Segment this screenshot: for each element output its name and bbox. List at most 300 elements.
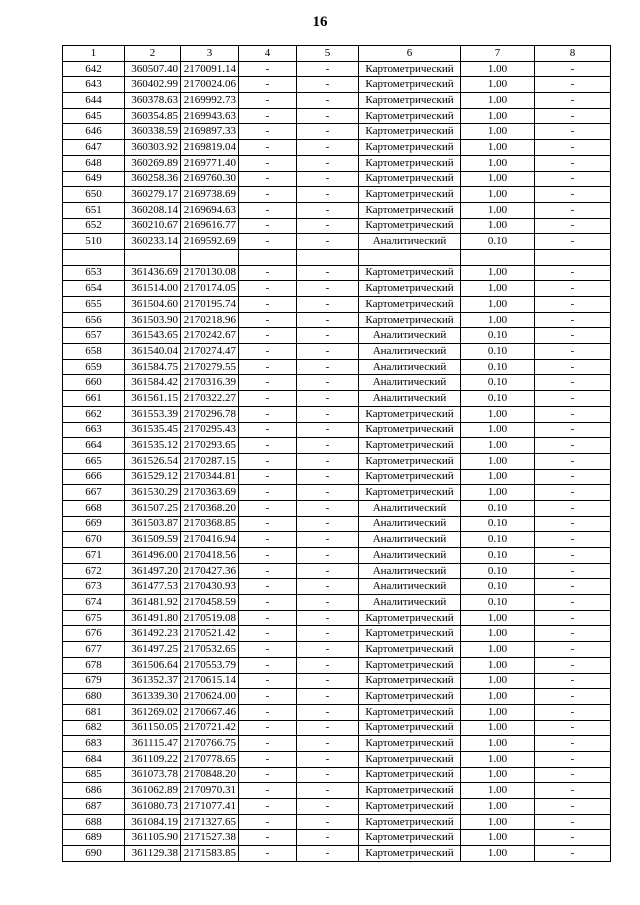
table-row — [63, 297, 611, 313]
x-coordinate-cell: 360354.85 — [125, 108, 181, 124]
method-cell — [359, 249, 461, 265]
method-cell: Картометрический — [359, 124, 461, 140]
y-coordinate-cell: 2170427.36 — [181, 563, 239, 579]
accuracy-cell: 1.00 — [461, 830, 535, 846]
point-number-cell: 678 — [63, 657, 125, 673]
col8-cell: - — [535, 359, 611, 375]
y-coordinate-cell: 2170024.06 — [181, 77, 239, 93]
table-row — [63, 657, 611, 673]
accuracy-cell: 1.00 — [461, 485, 535, 501]
table-row — [63, 453, 611, 469]
point-number-cell: 682 — [63, 720, 125, 736]
column-header: 1 — [63, 46, 125, 62]
col4-cell: - — [239, 202, 297, 218]
table-row — [63, 438, 611, 454]
method-cell: Аналитический — [359, 328, 461, 344]
col4-cell: - — [239, 704, 297, 720]
method-cell: Аналитический — [359, 548, 461, 564]
col5-cell: - — [297, 532, 359, 548]
col8-cell: - — [535, 218, 611, 234]
col5-cell: - — [297, 704, 359, 720]
table-row — [63, 312, 611, 328]
y-coordinate-cell: 2171527.38 — [181, 830, 239, 846]
x-coordinate-cell: 361062.89 — [125, 783, 181, 799]
x-coordinate-cell: 361129.38 — [125, 846, 181, 862]
table-row — [63, 187, 611, 203]
x-coordinate-cell: 361497.20 — [125, 563, 181, 579]
col4-cell: - — [239, 375, 297, 391]
x-coordinate-cell: 360338.59 — [125, 124, 181, 140]
point-number-cell: 687 — [63, 799, 125, 815]
point-number-cell: 656 — [63, 312, 125, 328]
col8-cell: - — [535, 171, 611, 187]
point-number-cell: 662 — [63, 406, 125, 422]
point-number-cell: 680 — [63, 689, 125, 705]
point-number-cell: 658 — [63, 344, 125, 360]
point-number-cell: 646 — [63, 124, 125, 140]
point-number-cell: 690 — [63, 846, 125, 862]
col4-cell: - — [239, 799, 297, 815]
table-row — [63, 406, 611, 422]
col4-cell: - — [239, 187, 297, 203]
table-row — [63, 751, 611, 767]
x-coordinate-cell: 361339.30 — [125, 689, 181, 705]
x-coordinate-cell: 361436.69 — [125, 265, 181, 281]
y-coordinate-cell: 2170274.47 — [181, 344, 239, 360]
method-cell: Картометрический — [359, 187, 461, 203]
y-coordinate-cell: 2169771.40 — [181, 155, 239, 171]
method-cell: Картометрический — [359, 610, 461, 626]
table-row — [63, 77, 611, 93]
x-coordinate-cell: 361492.23 — [125, 626, 181, 642]
accuracy-cell: 1.00 — [461, 751, 535, 767]
method-cell: Картометрический — [359, 281, 461, 297]
point-number-cell: 689 — [63, 830, 125, 846]
accuracy-cell: 0.10 — [461, 359, 535, 375]
y-coordinate-cell: 2170553.79 — [181, 657, 239, 673]
x-coordinate-cell: 361269.02 — [125, 704, 181, 720]
method-cell: Аналитический — [359, 516, 461, 532]
col4-cell: - — [239, 626, 297, 642]
col5-cell: - — [297, 485, 359, 501]
y-coordinate-cell: 2170368.20 — [181, 500, 239, 516]
method-cell: Картометрический — [359, 218, 461, 234]
x-coordinate-cell: 360378.63 — [125, 93, 181, 109]
accuracy-cell: 1.00 — [461, 140, 535, 156]
method-cell: Аналитический — [359, 579, 461, 595]
col8-cell: - — [535, 453, 611, 469]
table-row — [63, 548, 611, 564]
col5-cell: - — [297, 93, 359, 109]
accuracy-cell: 1.00 — [461, 846, 535, 862]
x-coordinate-cell: 361584.75 — [125, 359, 181, 375]
col8-cell: - — [535, 265, 611, 281]
method-cell: Картометрический — [359, 814, 461, 830]
accuracy-cell: 1.00 — [461, 720, 535, 736]
y-coordinate-cell: 2170296.78 — [181, 406, 239, 422]
col4-cell: - — [239, 500, 297, 516]
x-coordinate-cell: 361530.29 — [125, 485, 181, 501]
col5-cell: - — [297, 563, 359, 579]
col5-cell: - — [297, 234, 359, 250]
table-row — [63, 642, 611, 658]
x-coordinate-cell: 361526.54 — [125, 453, 181, 469]
col8-cell: - — [535, 155, 611, 171]
col8-cell: - — [535, 438, 611, 454]
point-number-cell: 668 — [63, 500, 125, 516]
table-row — [63, 516, 611, 532]
x-coordinate-cell: 361503.90 — [125, 312, 181, 328]
table-row — [63, 265, 611, 281]
table-row — [63, 736, 611, 752]
col4-cell: - — [239, 344, 297, 360]
col5-cell: - — [297, 736, 359, 752]
col4-cell: - — [239, 642, 297, 658]
method-cell: Картометрический — [359, 297, 461, 313]
x-coordinate-cell: 361491.80 — [125, 610, 181, 626]
x-coordinate-cell: 361561.15 — [125, 391, 181, 407]
page-number: 16 — [312, 14, 328, 30]
y-coordinate-cell: 2170242.67 — [181, 328, 239, 344]
x-coordinate-cell: 361080.73 — [125, 799, 181, 815]
y-coordinate-cell: 2170721.42 — [181, 720, 239, 736]
method-cell: Картометрический — [359, 485, 461, 501]
table-row — [63, 673, 611, 689]
y-coordinate-cell: 2170766.75 — [181, 736, 239, 752]
col5-cell: - — [297, 312, 359, 328]
col5-cell: - — [297, 187, 359, 203]
y-coordinate-cell: 2170416.94 — [181, 532, 239, 548]
col5-cell: - — [297, 422, 359, 438]
col4-cell: - — [239, 532, 297, 548]
col5-cell: - — [297, 720, 359, 736]
x-coordinate-cell — [125, 249, 181, 265]
point-number-cell: 663 — [63, 422, 125, 438]
accuracy-cell: 0.10 — [461, 344, 535, 360]
accuracy-cell: 1.00 — [461, 265, 535, 281]
col8-cell: - — [535, 422, 611, 438]
accuracy-cell: 1.00 — [461, 438, 535, 454]
x-coordinate-cell: 361506.64 — [125, 657, 181, 673]
y-coordinate-cell: 2169616.77 — [181, 218, 239, 234]
col4-cell: - — [239, 218, 297, 234]
y-coordinate-cell: 2170322.27 — [181, 391, 239, 407]
point-number-cell: 642 — [63, 61, 125, 77]
y-coordinate-cell: 2170418.56 — [181, 548, 239, 564]
table-header — [63, 46, 611, 62]
table-row — [63, 218, 611, 234]
table-row — [63, 171, 611, 187]
x-coordinate-cell: 361504.60 — [125, 297, 181, 313]
y-coordinate-cell: 2170316.39 — [181, 375, 239, 391]
col4-cell: - — [239, 391, 297, 407]
accuracy-cell: 1.00 — [461, 673, 535, 689]
method-cell: Картометрический — [359, 626, 461, 642]
accuracy-cell: 1.00 — [461, 736, 535, 752]
accuracy-cell: 1.00 — [461, 422, 535, 438]
col5-cell: - — [297, 595, 359, 611]
col4-cell: - — [239, 673, 297, 689]
col8-cell: - — [535, 485, 611, 501]
table-row — [63, 830, 611, 846]
col8-cell: - — [535, 610, 611, 626]
x-coordinate-cell: 360233.14 — [125, 234, 181, 250]
method-cell: Картометрический — [359, 202, 461, 218]
table-row — [63, 359, 611, 375]
method-cell: Картометрический — [359, 673, 461, 689]
y-coordinate-cell: 2169760.30 — [181, 171, 239, 187]
accuracy-cell: 0.10 — [461, 563, 535, 579]
x-coordinate-cell: 360269.89 — [125, 155, 181, 171]
col8-cell: - — [535, 328, 611, 344]
col8-cell: - — [535, 500, 611, 516]
col5-cell: - — [297, 359, 359, 375]
method-cell: Картометрический — [359, 140, 461, 156]
y-coordinate-cell: 2170532.65 — [181, 642, 239, 658]
method-cell: Картометрический — [359, 704, 461, 720]
col8-cell: - — [535, 516, 611, 532]
accuracy-cell: 1.00 — [461, 61, 535, 77]
method-cell: Картометрический — [359, 783, 461, 799]
col8-cell: - — [535, 830, 611, 846]
col4-cell: - — [239, 830, 297, 846]
point-number-cell: 671 — [63, 548, 125, 564]
col5-cell: - — [297, 846, 359, 862]
accuracy-cell — [461, 249, 535, 265]
accuracy-cell: 1.00 — [461, 93, 535, 109]
x-coordinate-cell: 361584.42 — [125, 375, 181, 391]
y-coordinate-cell: 2169592.69 — [181, 234, 239, 250]
table-row — [63, 155, 611, 171]
col5-cell: - — [297, 391, 359, 407]
y-coordinate-cell: 2170624.00 — [181, 689, 239, 705]
table-row — [63, 61, 611, 77]
col8-cell: - — [535, 563, 611, 579]
accuracy-cell: 0.10 — [461, 548, 535, 564]
x-coordinate-cell: 361543.65 — [125, 328, 181, 344]
y-coordinate-cell: 2170848.20 — [181, 767, 239, 783]
col5-cell: - — [297, 218, 359, 234]
x-coordinate-cell: 361109.22 — [125, 751, 181, 767]
method-cell: Картометрический — [359, 438, 461, 454]
x-coordinate-cell: 361535.45 — [125, 422, 181, 438]
col5-cell: - — [297, 689, 359, 705]
point-number-cell: 688 — [63, 814, 125, 830]
y-coordinate-cell: 2170279.55 — [181, 359, 239, 375]
point-number-cell: 661 — [63, 391, 125, 407]
y-coordinate-cell: 2170430.93 — [181, 579, 239, 595]
y-coordinate-cell: 2170615.14 — [181, 673, 239, 689]
method-cell: Аналитический — [359, 391, 461, 407]
method-cell: Аналитический — [359, 234, 461, 250]
y-coordinate-cell: 2170368.85 — [181, 516, 239, 532]
col4-cell: - — [239, 124, 297, 140]
col8-cell: - — [535, 344, 611, 360]
method-cell: Аналитический — [359, 563, 461, 579]
col8-cell: - — [535, 799, 611, 815]
accuracy-cell: 1.00 — [461, 406, 535, 422]
table-row — [63, 328, 611, 344]
col5-cell: - — [297, 500, 359, 516]
col5-cell: - — [297, 297, 359, 313]
col4-cell: - — [239, 61, 297, 77]
point-number-cell: 648 — [63, 155, 125, 171]
method-cell: Картометрический — [359, 61, 461, 77]
table-row — [63, 814, 611, 830]
col5-cell: - — [297, 344, 359, 360]
method-cell: Картометрический — [359, 689, 461, 705]
col8-cell: - — [535, 375, 611, 391]
col4-cell: - — [239, 108, 297, 124]
col5-cell: - — [297, 61, 359, 77]
table-row — [63, 93, 611, 109]
point-number-cell: 653 — [63, 265, 125, 281]
x-coordinate-cell: 361073.78 — [125, 767, 181, 783]
method-cell: Картометрический — [359, 265, 461, 281]
col5-cell: - — [297, 516, 359, 532]
col8-cell: - — [535, 391, 611, 407]
accuracy-cell: 1.00 — [461, 171, 535, 187]
method-cell: Картометрический — [359, 171, 461, 187]
accuracy-cell: 1.00 — [461, 108, 535, 124]
col5-cell: - — [297, 814, 359, 830]
point-number-cell: 647 — [63, 140, 125, 156]
point-number-cell: 652 — [63, 218, 125, 234]
method-cell: Картометрический — [359, 77, 461, 93]
point-number-cell: 657 — [63, 328, 125, 344]
accuracy-cell: 1.00 — [461, 657, 535, 673]
point-number-cell: 675 — [63, 610, 125, 626]
col5-cell: - — [297, 579, 359, 595]
x-coordinate-cell: 361496.00 — [125, 548, 181, 564]
accuracy-cell: 1.00 — [461, 218, 535, 234]
x-coordinate-cell: 361352.37 — [125, 673, 181, 689]
accuracy-cell: 1.00 — [461, 799, 535, 815]
table-row — [63, 422, 611, 438]
y-coordinate-cell: 2170293.65 — [181, 438, 239, 454]
col5-cell: - — [297, 140, 359, 156]
col5-cell: - — [297, 124, 359, 140]
x-coordinate-cell: 361535.12 — [125, 438, 181, 454]
y-coordinate-cell: 2170218.96 — [181, 312, 239, 328]
col4-cell: - — [239, 359, 297, 375]
table-row — [63, 626, 611, 642]
point-number-cell: 670 — [63, 532, 125, 548]
y-coordinate-cell: 2171077.41 — [181, 799, 239, 815]
col4-cell: - — [239, 265, 297, 281]
x-coordinate-cell: 361529.12 — [125, 469, 181, 485]
col4-cell: - — [239, 297, 297, 313]
col4-cell: - — [239, 751, 297, 767]
col4-cell: - — [239, 234, 297, 250]
col8-cell: - — [535, 626, 611, 642]
point-number-cell: 673 — [63, 579, 125, 595]
y-coordinate-cell: 2170174.05 — [181, 281, 239, 297]
y-coordinate-cell: 2170091.14 — [181, 61, 239, 77]
method-cell: Картометрический — [359, 720, 461, 736]
column-header: 4 — [239, 46, 297, 62]
accuracy-cell: 0.10 — [461, 500, 535, 516]
column-header: 7 — [461, 46, 535, 62]
table-row — [63, 689, 611, 705]
col5-cell: - — [297, 438, 359, 454]
point-number-cell: 684 — [63, 751, 125, 767]
col8-cell: - — [535, 689, 611, 705]
accuracy-cell: 1.00 — [461, 312, 535, 328]
table-row — [63, 108, 611, 124]
x-coordinate-cell: 360402.99 — [125, 77, 181, 93]
col8-cell: - — [535, 846, 611, 862]
col8-cell: - — [535, 642, 611, 658]
col8-cell: - — [535, 751, 611, 767]
col4-cell: - — [239, 548, 297, 564]
x-coordinate-cell: 360210.67 — [125, 218, 181, 234]
col5-cell: - — [297, 642, 359, 658]
y-coordinate-cell: 2170970.31 — [181, 783, 239, 799]
x-coordinate-cell: 361105.90 — [125, 830, 181, 846]
col5-cell: - — [297, 610, 359, 626]
col4-cell: - — [239, 328, 297, 344]
x-coordinate-cell: 361553.39 — [125, 406, 181, 422]
accuracy-cell: 1.00 — [461, 704, 535, 720]
col4-cell: - — [239, 516, 297, 532]
table-row — [63, 783, 611, 799]
y-coordinate-cell: 2170195.74 — [181, 297, 239, 313]
point-number-cell: 643 — [63, 77, 125, 93]
accuracy-cell: 1.00 — [461, 610, 535, 626]
col8-cell: - — [535, 312, 611, 328]
method-cell: Картометрический — [359, 657, 461, 673]
col8-cell: - — [535, 579, 611, 595]
table-row — [63, 799, 611, 815]
method-cell: Картометрический — [359, 422, 461, 438]
table-row — [63, 500, 611, 516]
col5-cell: - — [297, 265, 359, 281]
col4-cell: - — [239, 595, 297, 611]
col5-cell: - — [297, 626, 359, 642]
x-coordinate-cell: 361540.04 — [125, 344, 181, 360]
x-coordinate-cell: 361477.53 — [125, 579, 181, 595]
method-cell: Аналитический — [359, 532, 461, 548]
accuracy-cell: 1.00 — [461, 297, 535, 313]
accuracy-cell: 1.00 — [461, 202, 535, 218]
col8-cell: - — [535, 93, 611, 109]
col8-cell: - — [535, 406, 611, 422]
col5-cell: - — [297, 77, 359, 93]
point-number-cell: 665 — [63, 453, 125, 469]
accuracy-cell: 1.00 — [461, 642, 535, 658]
accuracy-cell: 0.10 — [461, 516, 535, 532]
table-row — [63, 202, 611, 218]
col4-cell: - — [239, 720, 297, 736]
x-coordinate-cell: 361507.25 — [125, 500, 181, 516]
point-number-cell: 651 — [63, 202, 125, 218]
col8-cell: - — [535, 124, 611, 140]
accuracy-cell: 1.00 — [461, 281, 535, 297]
column-header: 6 — [359, 46, 461, 62]
column-header: 8 — [535, 46, 611, 62]
col4-cell: - — [239, 281, 297, 297]
col5-cell — [297, 249, 359, 265]
header-row — [63, 46, 611, 62]
accuracy-cell: 0.10 — [461, 532, 535, 548]
method-cell: Картометрический — [359, 799, 461, 815]
col5-cell: - — [297, 783, 359, 799]
col5-cell: - — [297, 281, 359, 297]
x-coordinate-cell: 361509.59 — [125, 532, 181, 548]
table-row — [63, 704, 611, 720]
method-cell: Аналитический — [359, 359, 461, 375]
